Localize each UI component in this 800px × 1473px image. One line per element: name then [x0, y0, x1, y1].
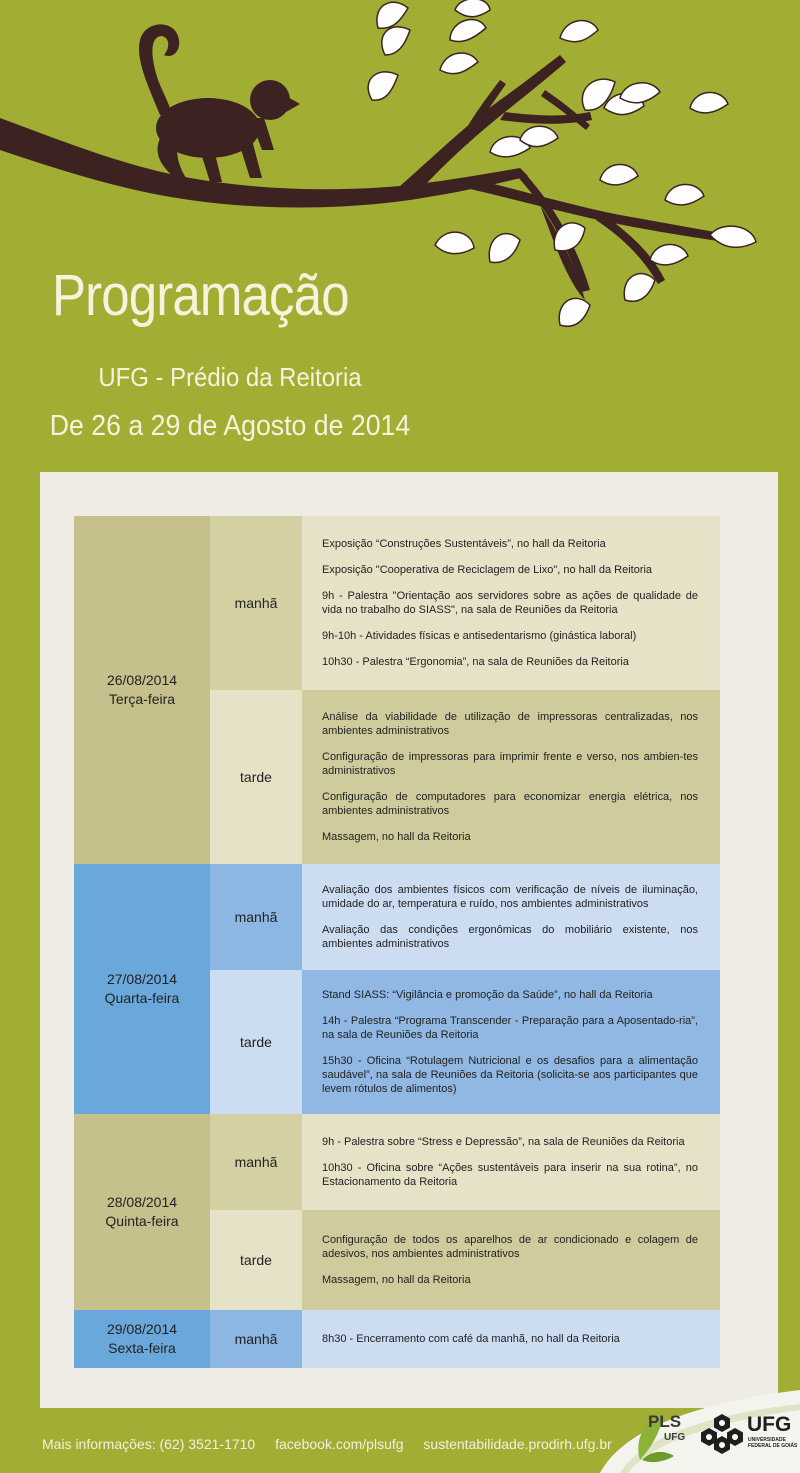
activity-list [302, 516, 720, 690]
activity-list [302, 1210, 720, 1310]
ufg-logo-hexagons-icon [700, 1412, 744, 1456]
activity-item: Configuração de impressoras para imprimir frente e verso, nos ambien-tes administrativos [322, 751, 698, 777]
activity-item: 14h - Palestra “Programa Transcender - Preparação para a Aposentado-ria”, na sala de Reuniões da Reitoria [322, 1015, 698, 1041]
day-weekday: Sexta-feira [108, 1340, 176, 1356]
event-date-range: De 26 a 29 de Agosto de 2014 [49, 410, 411, 442]
day-weekday: Quarta-feira [104, 990, 180, 1006]
activity-item: Configuração de todos os aparelhos de ar condicionado e colagem de adesivos, nos ambientes administrativos [322, 1234, 698, 1260]
activity-list [302, 690, 720, 864]
period-row-afternoon [210, 970, 720, 1114]
period-label: manhã [210, 516, 302, 690]
period-label: manhã [210, 1114, 302, 1210]
activity-item: Avaliação das condições ergonômicas do mobiliário existente, nos ambientes administrativos [322, 924, 698, 950]
day-cell [74, 516, 210, 864]
period-row-morning [210, 864, 720, 970]
day-date: 26/08/2014 [106, 672, 178, 688]
activity-list [302, 970, 720, 1114]
activity-item: 9h-10h - Atividades físicas e antisedentarismo (ginástica laboral) [322, 630, 637, 642]
activity-item: 10h30 - Palestra “Ergonomia”, na sala de Reuniões da Reitoria [322, 656, 629, 668]
activity-item: 15h30 - Oficina “Rotulagem Nutricional e os desafios para a alimentação saudável”, na sala de Reuniões da Reitoria (solicita-se aos participantes que levem rótulos de alimentos) [322, 1055, 698, 1095]
activity-item: Massagem, no hall da Reitoria [322, 831, 471, 843]
period-row-morning [210, 1310, 720, 1368]
period-row-morning [210, 516, 720, 690]
activity-item: Avaliação dos ambientes físicos com verificação de níveis de iluminação, umidade do ar, temperatura e ruído, nos ambientes administrativos [322, 884, 698, 910]
activity-item: 8h30 - Encerramento com café da manhã, no hall da Reitoria [322, 1333, 620, 1345]
activity-list [302, 1310, 720, 1368]
footer-phone: Mais informações: (62) 3521-1710 [42, 1436, 256, 1452]
period-row-afternoon [210, 1210, 720, 1310]
day-row-26-08 [74, 516, 720, 864]
day-weekday: Quinta-feira [105, 1213, 179, 1229]
ufg-logo-text: UFG [747, 1413, 792, 1436]
footer-website-link[interactable]: sustentabilidade.prodirh.ufg.br [423, 1436, 612, 1452]
pls-logo-text: PLS [648, 1412, 682, 1431]
activity-item: 10h30 - Oficina sobre “Ações sustentáveis para inserir na sua rotina”, no Estacionamento da Reitoria [322, 1162, 698, 1188]
day-row-29-08 [74, 1310, 720, 1368]
page-subtitle: UFG - Prédio da Reitoria [98, 362, 362, 392]
activity-item: 9h - Palestra sobre “Stress e Depressão”, na sala de Reuniões da Reitoria [322, 1136, 685, 1148]
activity-item: Análise da viabilidade de utilização de impressoras centralizadas, nos ambientes administrativos [322, 711, 698, 737]
period-label: tarde [210, 1210, 302, 1310]
activity-item: Exposição “Construções Sustentáveis”, no hall da Reitoria [322, 538, 606, 550]
day-row-28-08 [74, 1114, 720, 1310]
period-label: tarde [210, 690, 302, 864]
page-title: Programação [52, 263, 349, 328]
activity-item: Configuração de computadores para economizar energia elétrica, nos ambientes administrativos [322, 791, 698, 817]
activity-item: 9h - Palestra "Orientação aos servidores sobre as ações de qualidade de vida no trabalho do SIASS", na sala de Reuniões da Reitoria [322, 590, 698, 616]
monkey-branch-illustration [0, 0, 800, 400]
activity-item: Stand SIASS: “Vigilância e promoção da Saúde”, no hall da Reitoria [322, 989, 653, 1001]
period-label: tarde [210, 970, 302, 1114]
day-date: 29/08/2014 [106, 1321, 178, 1337]
period-label: manhã [210, 1310, 302, 1368]
day-cell [74, 1114, 210, 1310]
activity-item: Massagem, no hall da Reitoria [322, 1274, 471, 1286]
day-row-27-08 [74, 864, 720, 1114]
footer-contact [42, 1436, 628, 1452]
ufg-logo-subtext: UNIVERSIDADE FEDERAL DE GOIÁS [748, 1437, 798, 1449]
activity-list [302, 864, 720, 970]
footer-facebook-link[interactable]: facebook.com/plsufg [275, 1436, 404, 1452]
period-row-afternoon [210, 690, 720, 864]
period-row-morning [210, 1114, 720, 1210]
day-weekday: Terça-feira [108, 691, 176, 707]
pls-logo-subtext: UFG [664, 1432, 686, 1443]
schedule-table [74, 516, 720, 1368]
period-label: manhã [210, 864, 302, 970]
day-cell [74, 1310, 210, 1368]
day-date: 27/08/2014 [106, 971, 178, 987]
day-cell [74, 864, 210, 1114]
day-date: 28/08/2014 [106, 1194, 178, 1210]
activity-item: Exposição "Cooperativa de Reciclagem de Lixo", no hall da Reitoria [322, 564, 653, 576]
activity-list [302, 1114, 720, 1210]
